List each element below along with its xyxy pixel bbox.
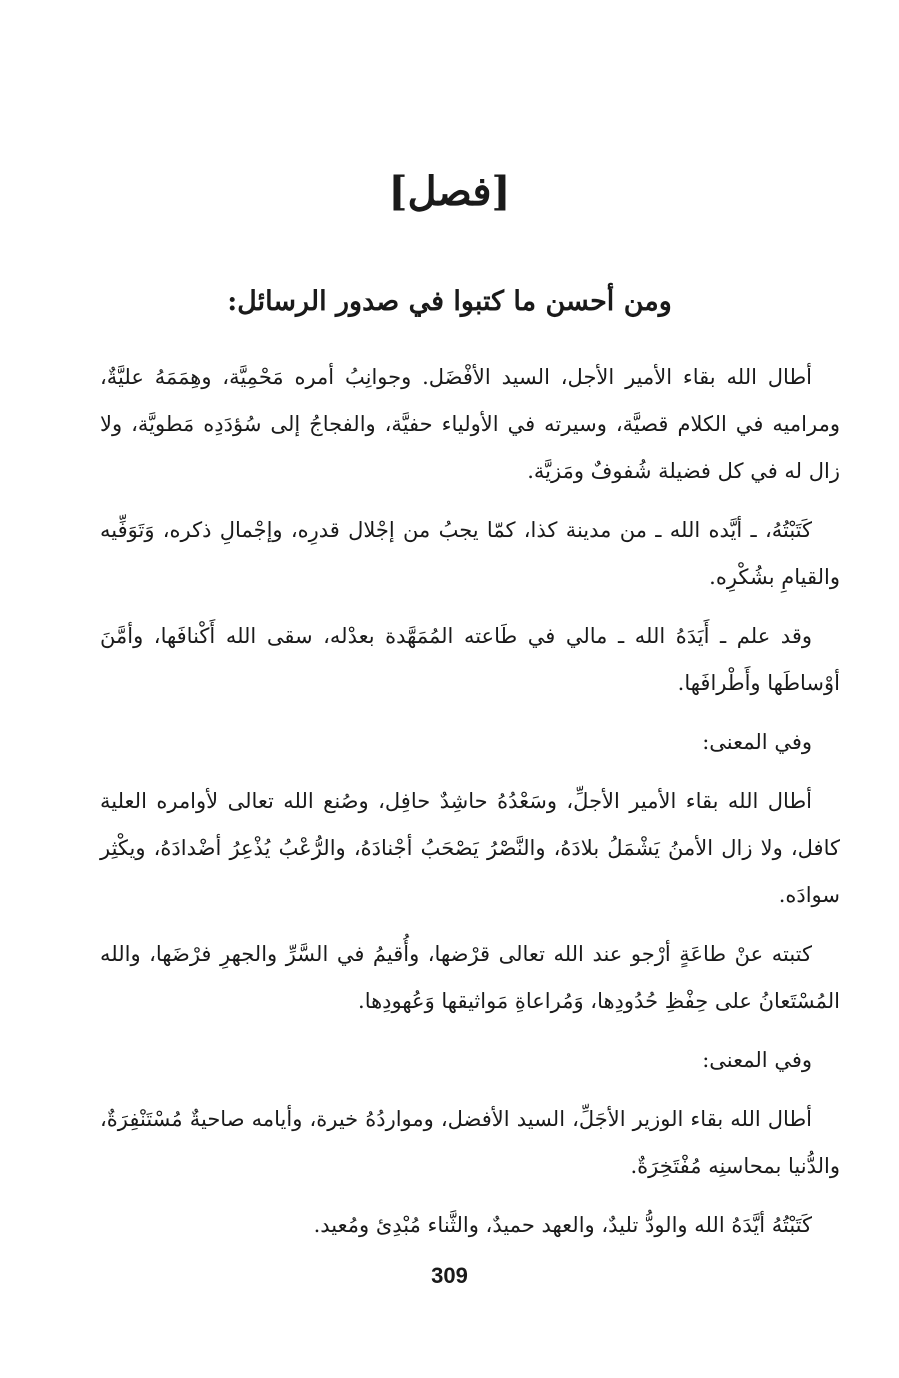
paragraph-1: أطال الله بقاء الأمير الأجل، السيد الأفْضَل. وجوانِبُ أمره مَحْمِيَّة، وهِمَمَهُ عليَّةٌ، ومراميه في الكلام قصيَّة، وسيرته في الأولياء حفيَّة، والفجاجُ إلى سُؤدَدِه مَطويَّة، ولا زال له في كل فضيلة شُفوفٌ ومَزيَّة. — [100, 365, 840, 483]
page-number: 309 — [431, 1263, 468, 1288]
section-title: [فصل] — [388, 168, 511, 215]
paragraph-7: وفي المعنى: — [702, 1048, 812, 1072]
body-text — [100, 354, 840, 1261]
paragraph-5: أطال الله بقاء الأمير الأجلِّ، وسَعْدُهُ حاشِدٌ حافِل، وصُنع الله تعالى لأوامره العلية كافل، ولا زال الأمنُ يَشْمَلُ بلادَهُ، والنَّصْرُ يَصْحَبُ أجْنادَهُ، والرُّعْبُ يُذْعِرُ أضْدادَهُ، ويكْثِر سوادَه. — [100, 789, 840, 907]
paragraph-4: وفي المعنى: — [702, 730, 812, 754]
paragraph-6: كتبته عنْ طاعَةٍ أرْجو عند الله تعالى قرْضها، وأُقيمُ في السَّرِّ والجهرِ فرْضَها، والله المُسْتَعانُ على حِفْظِ حُدُودِها، وَمُراعاةِ مَواثيقها وَعُهودِها. — [100, 942, 840, 1013]
paragraph-9: كَتَبْتُهُ أيَّدَهُ الله والودُّ تليدٌ، والعهد حميدٌ، والثَّناء مُبْدِئ ومُعيد. — [313, 1213, 812, 1237]
paragraph-8: أطال الله بقاء الوزير الأجَلِّ، السيد الأفضل، ومواردُهُ خيرة، وأيامه صاحيةٌ مُسْتَنْفِرَةٌ، والدُّنيا بمحاسنِه مُفْتَخِرَةٌ. — [100, 1107, 840, 1178]
paragraph-3: وقد علم ـ أَيَدَهُ الله ـ مالي في طَاعته المُمَهَّدة بعدْله، سقى الله أَكْنافَها، وأمَّنَ أوْساطَها وأَطْرافَها. — [100, 624, 840, 695]
paragraph-2: كَتَبْتُهُ، ـ أيَّده الله ـ من مدينة كذا، كمّا يجبُ من إجْلال قدرِه، وإجْمالِ ذكره، وَتَوَفِّيه والقيامِ بشُكْرِه. — [100, 518, 840, 589]
subtitle: ومن أحسن ما كتبوا في صدور الرسائل: — [227, 286, 672, 317]
